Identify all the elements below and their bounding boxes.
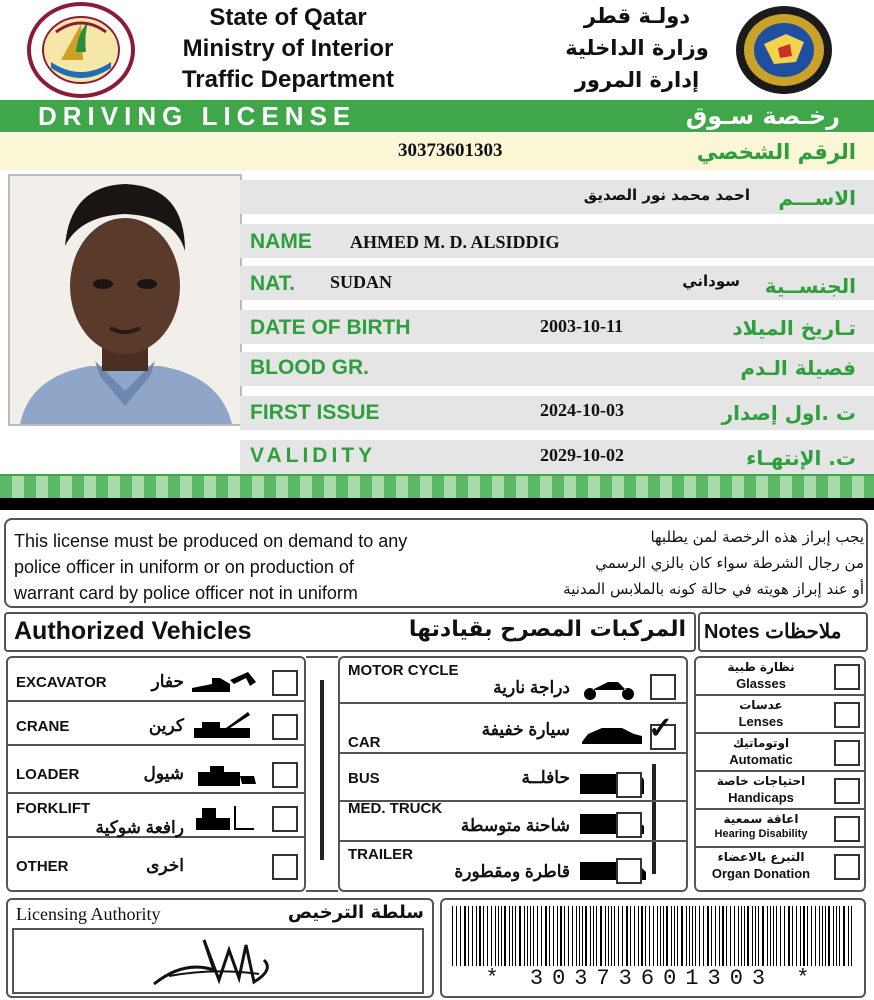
notice-ar-line3: أو عند إبراز هويته في حالة كونه بالملابس المدنية bbox=[563, 580, 864, 598]
notice-en-line2: police officer in uniform or on production of bbox=[14, 557, 354, 577]
barcode-bar bbox=[568, 906, 569, 966]
barcode-bar bbox=[796, 906, 797, 966]
barcode-bar bbox=[828, 906, 830, 966]
dob-label: DATE OF BIRTH bbox=[250, 316, 411, 339]
checkbox-excavator[interactable] bbox=[272, 670, 298, 696]
barcode-bar bbox=[819, 906, 820, 966]
barcode-bar bbox=[738, 906, 739, 966]
barcode-bar bbox=[784, 906, 785, 966]
name-label: NAME bbox=[250, 230, 312, 253]
header-en-line3: Traffic Department bbox=[181, 66, 395, 93]
note-checkbox-automatic[interactable] bbox=[834, 740, 860, 766]
barcode-bar bbox=[839, 906, 840, 966]
vehicle-label-ar: سيارة خفيفة bbox=[481, 720, 570, 739]
title-ar: رخـصة سـوق bbox=[685, 102, 840, 130]
note-checkbox-lenses[interactable] bbox=[834, 702, 860, 728]
notice-ar-line1: يجب إبراز هذه الرخصة لمن يطلبها bbox=[650, 528, 864, 546]
barcode-bar bbox=[773, 906, 774, 966]
barcode-bar bbox=[468, 906, 469, 966]
vehicle-label-en: MOTOR CYCLE bbox=[348, 662, 459, 679]
barcode-bar bbox=[770, 906, 771, 966]
barcode-bar bbox=[758, 906, 759, 966]
barcode-bar bbox=[711, 906, 712, 966]
barcode-bar bbox=[666, 906, 668, 966]
barcode-bar bbox=[825, 906, 826, 966]
dob-value: 2003-10-11 bbox=[540, 316, 623, 336]
vehicle-label-en: MED. TRUCK bbox=[348, 800, 443, 817]
barcode-bar bbox=[600, 906, 602, 966]
barcode-bar bbox=[767, 906, 768, 966]
vehicle-label-ar: حفار bbox=[151, 672, 184, 691]
barcode-bar bbox=[504, 906, 506, 966]
checkbox-forklift[interactable] bbox=[272, 806, 298, 832]
notice-en-line3: warrant card by police officer not in uniform bbox=[14, 583, 358, 603]
authority-label-en: Licensing Authority bbox=[16, 904, 161, 924]
barcode-bar bbox=[560, 906, 562, 966]
note-label-en: Glasses bbox=[736, 676, 786, 691]
barcode-bar bbox=[657, 906, 658, 966]
validity-label: VALIDITY bbox=[250, 444, 377, 467]
note-label-ar: احتياجات خاصة bbox=[716, 774, 806, 788]
barcode-bar bbox=[464, 906, 466, 966]
barcode-bar bbox=[472, 906, 473, 966]
authority-label-ar: سلطة الترخيص bbox=[287, 902, 424, 923]
vehicle-label-ar: رافعة شوكية bbox=[95, 818, 184, 837]
note-label-ar: اعاقة سمعية bbox=[723, 812, 799, 826]
loader-icon bbox=[190, 760, 260, 790]
barcode-text: * 30373601303 * bbox=[485, 966, 819, 991]
barcode-bar bbox=[626, 906, 628, 966]
first-issue-label: FIRST ISSUE bbox=[250, 401, 380, 424]
authorized-title-ar: المركبات المصرح بقيادتها bbox=[408, 617, 686, 642]
header-en-line1: State of Qatar bbox=[209, 4, 367, 31]
barcode-bar bbox=[622, 906, 623, 966]
notice-ar bbox=[470, 524, 864, 602]
note-label-ar: التبرع بالاعضاء bbox=[717, 850, 805, 864]
barcode-bar bbox=[483, 906, 484, 966]
vehicle-label-en: CRANE bbox=[16, 718, 70, 735]
decorative-pattern-band bbox=[0, 474, 874, 498]
notice-en-line1: This license must be produced on demand to any bbox=[14, 531, 408, 551]
barcode-bar bbox=[674, 906, 675, 966]
title-en: DRIVING LICENSE bbox=[38, 101, 357, 131]
check-mark-icon: ✓ bbox=[648, 712, 674, 745]
barcode-graphic bbox=[448, 906, 856, 966]
checkbox-bus[interactable] bbox=[616, 772, 642, 798]
barcode-bar bbox=[653, 906, 654, 966]
barcode-bar bbox=[811, 906, 812, 966]
first-issue-value: 2024-10-03 bbox=[540, 400, 624, 420]
validity-value: 2029-10-02 bbox=[540, 445, 624, 465]
barcode-bar bbox=[681, 906, 683, 966]
vehicle-label-ar: حافلــة bbox=[521, 768, 570, 787]
signature-graphic bbox=[14, 930, 422, 992]
barcode-bar bbox=[572, 906, 573, 966]
personal-id-value: 30373601303 bbox=[398, 140, 503, 161]
barcode-bar bbox=[456, 906, 457, 966]
barcode-bar bbox=[851, 906, 852, 966]
authorized-title-en: Authorized Vehicles bbox=[14, 617, 252, 645]
barcode-bar bbox=[605, 906, 606, 966]
vehicle-label-ar: اخرى bbox=[146, 856, 184, 875]
note-label-ar: عدسات bbox=[739, 698, 783, 712]
vehicle-label-ar: كرين bbox=[148, 716, 184, 735]
barcode-bar bbox=[596, 906, 597, 966]
vehicle-label-ar: دراجة نارية bbox=[493, 678, 570, 697]
barcode-bar bbox=[803, 906, 805, 966]
barcode-bar bbox=[660, 906, 661, 966]
barcode-bar bbox=[649, 906, 650, 966]
notice-en bbox=[14, 528, 504, 606]
barcode-bar bbox=[541, 906, 542, 966]
checkbox-crane[interactable] bbox=[272, 714, 298, 740]
header-ar bbox=[552, 0, 722, 96]
vehicle-label-en: FORKLIFT bbox=[16, 800, 91, 817]
motorcycle-icon bbox=[578, 672, 648, 702]
qatar-emblem-logo bbox=[26, 2, 136, 98]
barcode-bar bbox=[715, 906, 716, 966]
barcode-bar bbox=[752, 906, 753, 966]
barcode-bar bbox=[557, 906, 558, 966]
barcode-bar bbox=[722, 906, 724, 966]
barcode-bar bbox=[807, 906, 808, 966]
barcode-bar bbox=[695, 906, 696, 966]
barcode-bar bbox=[686, 906, 687, 966]
crane-icon bbox=[190, 712, 260, 742]
note-label-ar: نظارة طبية bbox=[727, 660, 795, 674]
barcode-bar bbox=[527, 906, 528, 966]
checkbox-med-truck[interactable] bbox=[616, 812, 642, 838]
blood-ar-label: فصيلة الـدم bbox=[740, 356, 856, 380]
vehicle-label-en: OTHER bbox=[16, 858, 69, 875]
note-label-en: Hearing Disability bbox=[714, 828, 808, 840]
barcode-bar bbox=[501, 906, 502, 966]
barcode-bar bbox=[638, 906, 639, 966]
barcode-bar bbox=[792, 906, 793, 966]
note-checkbox-handicaps[interactable] bbox=[834, 778, 860, 804]
barcode-bar bbox=[590, 906, 591, 966]
checkbox-loader[interactable] bbox=[272, 762, 298, 788]
barcode-bar bbox=[498, 906, 499, 966]
checkbox-car[interactable] bbox=[648, 712, 676, 750]
barcode-bar bbox=[509, 906, 510, 966]
barcode-bar bbox=[815, 906, 816, 966]
barcode-bar bbox=[744, 906, 745, 966]
barcode-bar bbox=[491, 906, 492, 966]
nat-ar-value: سوداني bbox=[682, 272, 740, 290]
name-ar-label: الاســـم bbox=[778, 186, 856, 210]
barcode-bar bbox=[519, 906, 521, 966]
barcode-bar bbox=[800, 906, 801, 966]
blood-label: BLOOD GR. bbox=[250, 356, 369, 379]
barcode-bar bbox=[476, 906, 477, 966]
barcode-bar bbox=[545, 906, 547, 966]
barcode-bar bbox=[707, 906, 709, 966]
barcode-bar bbox=[549, 906, 550, 966]
forklift-icon bbox=[190, 804, 260, 834]
barcode-bar bbox=[452, 906, 453, 966]
barcode-bar bbox=[630, 906, 631, 966]
first-issue-ar-label: ت .اول إصدار bbox=[721, 401, 856, 425]
header-ar-line3: إدارة المرور bbox=[574, 68, 700, 92]
barcode-bar bbox=[564, 906, 565, 966]
barcode-bar bbox=[608, 906, 609, 966]
barcode-bar bbox=[495, 906, 496, 966]
header-ar-line2: وزارة الداخلية bbox=[565, 36, 709, 60]
validity-ar-label: ت. الإنتهـاء bbox=[746, 446, 856, 470]
checkbox-other[interactable] bbox=[272, 854, 298, 880]
dob-ar-label: تـاريخ الميلاد bbox=[732, 316, 856, 340]
vehicle-label-ar: شاحنة متوسطة bbox=[460, 816, 570, 835]
barcode-bar bbox=[663, 906, 664, 966]
barcode-bar bbox=[634, 906, 635, 966]
checkbox-motor-cycle[interactable] bbox=[650, 674, 676, 700]
barcode-bar bbox=[487, 906, 488, 966]
barcode-bar bbox=[553, 906, 554, 966]
signature-box bbox=[12, 928, 424, 994]
barcode-bar bbox=[776, 906, 777, 966]
barcode-bar bbox=[530, 906, 531, 966]
barcode-bar bbox=[479, 906, 481, 966]
name-value: AHMED M. D. ALSIDDIG bbox=[350, 232, 560, 252]
note-checkbox-hearing-disability[interactable] bbox=[834, 816, 860, 842]
vehicle-label-en: EXCAVATOR bbox=[16, 674, 107, 691]
barcode-bar bbox=[780, 906, 781, 966]
barcode-bar bbox=[788, 906, 790, 966]
note-label-en: Organ Donation bbox=[711, 866, 811, 881]
bracket-left bbox=[306, 656, 338, 892]
nat-label: NAT. bbox=[250, 272, 296, 295]
barcode-bar bbox=[848, 906, 849, 966]
barcode-bar bbox=[645, 906, 646, 966]
note-label-ar: اوتوماتيك bbox=[732, 736, 790, 750]
note-label-en: Lenses bbox=[738, 714, 784, 729]
barcode-bar bbox=[593, 906, 594, 966]
barcode-bar bbox=[699, 906, 700, 966]
barcode-bar bbox=[747, 906, 749, 966]
barcode-bar bbox=[689, 906, 690, 966]
barcode-bar bbox=[524, 906, 525, 966]
header-en bbox=[138, 2, 438, 95]
barcode-bar bbox=[576, 906, 577, 966]
barcode-bar bbox=[614, 906, 615, 966]
note-label-en: Handicaps bbox=[728, 790, 794, 805]
excavator-icon bbox=[190, 668, 260, 698]
barcode-bar bbox=[741, 906, 742, 966]
vehicle-label-ar: قاطرة ومقطورة bbox=[454, 862, 570, 881]
barcode-bar bbox=[512, 906, 513, 966]
holder-photo bbox=[8, 174, 242, 426]
header-ar-line1: دولـة قطر bbox=[583, 4, 691, 28]
barcode-bar bbox=[677, 906, 678, 966]
notice-ar-line2: من رجال الشرطة سواء كان بالزي الرسمي bbox=[595, 554, 864, 572]
gcc-emblem-logo bbox=[734, 4, 834, 96]
barcode-bar bbox=[515, 906, 516, 966]
vehicle-label-en: BUS bbox=[348, 770, 380, 787]
note-checkbox-organ-donation[interactable] bbox=[834, 854, 860, 880]
nat-ar-label: الجنســية bbox=[764, 274, 856, 298]
barcode-bar bbox=[762, 906, 764, 966]
vehicle-label-en: CAR bbox=[348, 734, 381, 751]
checkbox-trailer[interactable] bbox=[616, 858, 642, 884]
barcode-bar bbox=[833, 906, 834, 966]
notes-title: Notes ملاحظات bbox=[704, 621, 842, 643]
barcode-bar bbox=[582, 906, 583, 966]
barcode-bar bbox=[843, 906, 845, 966]
barcode-bar bbox=[719, 906, 720, 966]
barcode-bar bbox=[726, 906, 727, 966]
personal-id-label: الرقم الشخصي bbox=[696, 140, 856, 164]
barcode-bar bbox=[692, 906, 693, 966]
barcode-bar bbox=[611, 906, 612, 966]
name-ar-value: احمد محمد نور الصديق bbox=[583, 186, 750, 204]
barcode-bar bbox=[533, 906, 534, 966]
card-divider bbox=[0, 498, 874, 510]
vehicle-label-en: TRAILER bbox=[348, 846, 413, 863]
header-en-line2: Ministry of Interior bbox=[182, 35, 394, 62]
barcode-bar bbox=[730, 906, 731, 966]
barcode-bar bbox=[671, 906, 672, 966]
nat-value: SUDAN bbox=[330, 272, 393, 292]
barcode-bar bbox=[641, 906, 643, 966]
barcode-bar bbox=[755, 906, 756, 966]
barcode-bar bbox=[585, 906, 587, 966]
barcode-bar bbox=[579, 906, 580, 966]
barcode-bar bbox=[703, 906, 704, 966]
barcode-bar bbox=[734, 906, 735, 966]
vehicle-label-en: LOADER bbox=[16, 766, 80, 783]
vehicle-label-ar: شيول bbox=[143, 764, 184, 783]
barcode-bar bbox=[822, 906, 823, 966]
barcode-bar bbox=[836, 906, 837, 966]
note-label-en: Automatic bbox=[729, 752, 793, 767]
note-checkbox-glasses[interactable] bbox=[834, 664, 860, 690]
barcode-bar bbox=[460, 906, 461, 966]
car-icon bbox=[578, 722, 648, 752]
barcode-bar bbox=[618, 906, 619, 966]
barcode-bar bbox=[537, 906, 538, 966]
